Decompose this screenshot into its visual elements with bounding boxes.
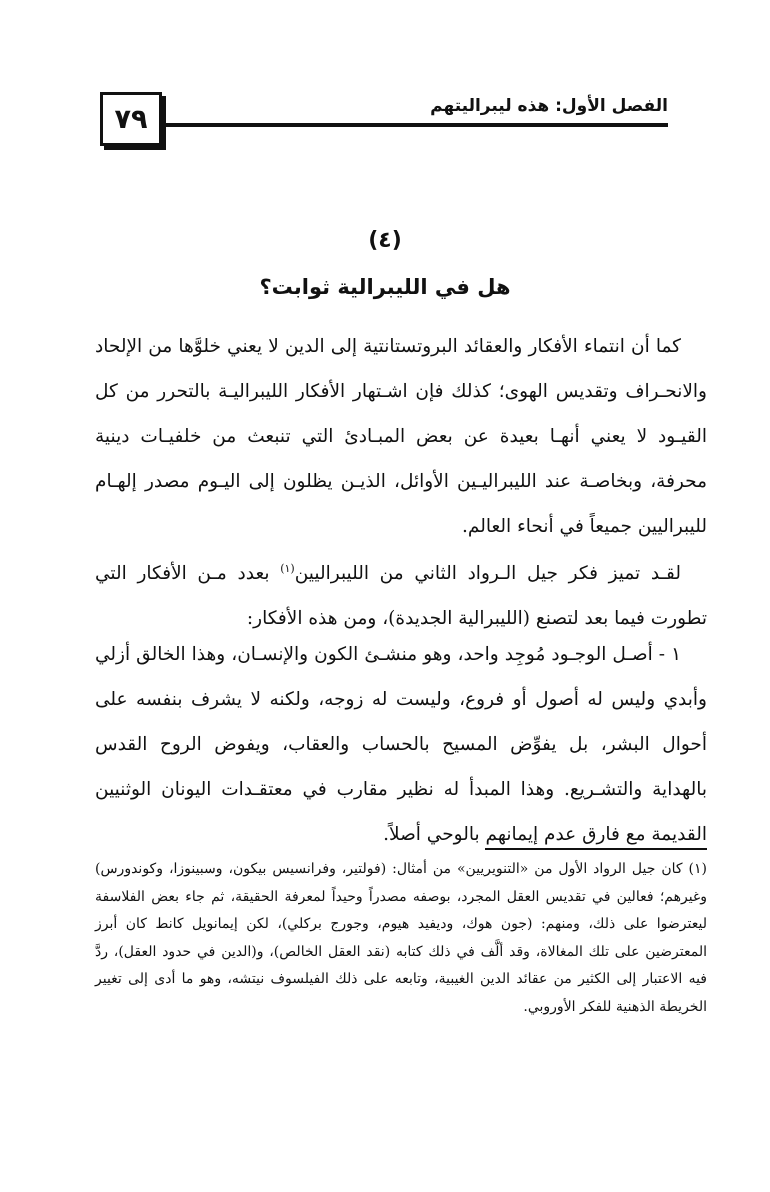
page-number-box bbox=[100, 92, 162, 146]
paragraph-text: كما أن انتماء الأفكار والعقائد البروتستانتية إلى الدين لا يعني خلوَّها من الإلحاد والانحـراف وتقديس الهوى؛ كذلك فإن اشـتهار الأفكار الليبراليـة بالتحرر من كل القيـود لا يعني أنهـا بعيدة عن بعض المبـادئ التي تنبعث من خلفيـات دينية محرفة، وبخاصـة عند الليبراليـين الأوائل، الذيـن يظلون إلى اليـوم مصدر إلهـام لليبراليين جميعاً في أنحاء العالم. bbox=[95, 336, 707, 537]
header-rule bbox=[162, 123, 668, 127]
body-paragraph-3 bbox=[95, 632, 707, 857]
page-number: ٧٩ bbox=[114, 103, 148, 135]
paragraph-text: ١ - أصـل الوجـود مُوجِد واحد، وهو منشـئ الكون والإنسـان، وهذا الخالق أزلي وأبدي وليس له أصول أو فروع، وليست له زوجه، ولكنه لا يشرف بنفسه على أحوال البشر، بل يفوِّض المسيح بالحساب والعقاب، ويفوض الروح القدس بالهداية والتشـريع. وهذا المبدأ له نظير مقارب في معتقـدات اليونان الوثنيين القديمة مع فارق عدم إيمانهم بالوحي أصلاً. bbox=[95, 644, 707, 845]
page-header bbox=[100, 92, 668, 150]
body-paragraph-1 bbox=[95, 324, 707, 549]
section-number: (٤) bbox=[368, 228, 402, 253]
footnote-separator bbox=[485, 848, 707, 850]
footnote: (١) كان جيل الرواد الأول من «التنويريين» من أمثال: (فولتير، وفرانسيس بيكون، وسبينوزا، وكوندورس) وغيرهم؛ فعالين في تقديس العقل المجرد، بوصفه مصدراً وحيداً لمعرفة الحقيقة، ثم جاء بعض الفلاسفة ليعترضوا على ذلك، ومنهم: (جون هوك، وديفيد هيوم، وجورج بركلي)، لكن إيمانويل كانط كان أبرز المعترضين على تلك المغالاة، وقد ألَّف في ذلك كتابه (نقد العقل الخالص)، و(الدين في حدود العقل)، ردَّ فيه الاعتبار إلى الكثير من عقائد الدين الغيبية، وتابعه على ذلك الفيلسوف نيتشه، وهو ما أدى إلى تغيير الخريطة الذهنية للفكر الأوروبي. bbox=[95, 861, 707, 1015]
running-title: الفصل الأول: هذه ليبراليتهم bbox=[430, 96, 668, 116]
paragraph-text: بعدد مـن الأفكار التي تطورت فيما بعد لتصنع (الليبرالية الجديدة)، ومن هذه الأفكار: bbox=[95, 563, 707, 630]
body-paragraph-2 bbox=[95, 546, 707, 641]
section-title: هل في الليبرالية ثوابت؟ bbox=[259, 275, 511, 299]
footnote-ref[interactable]: (١) bbox=[280, 562, 295, 575]
paragraph-text: لقـد تميز فكر جيل الـرواد الثاني من الليبراليين bbox=[294, 563, 681, 585]
